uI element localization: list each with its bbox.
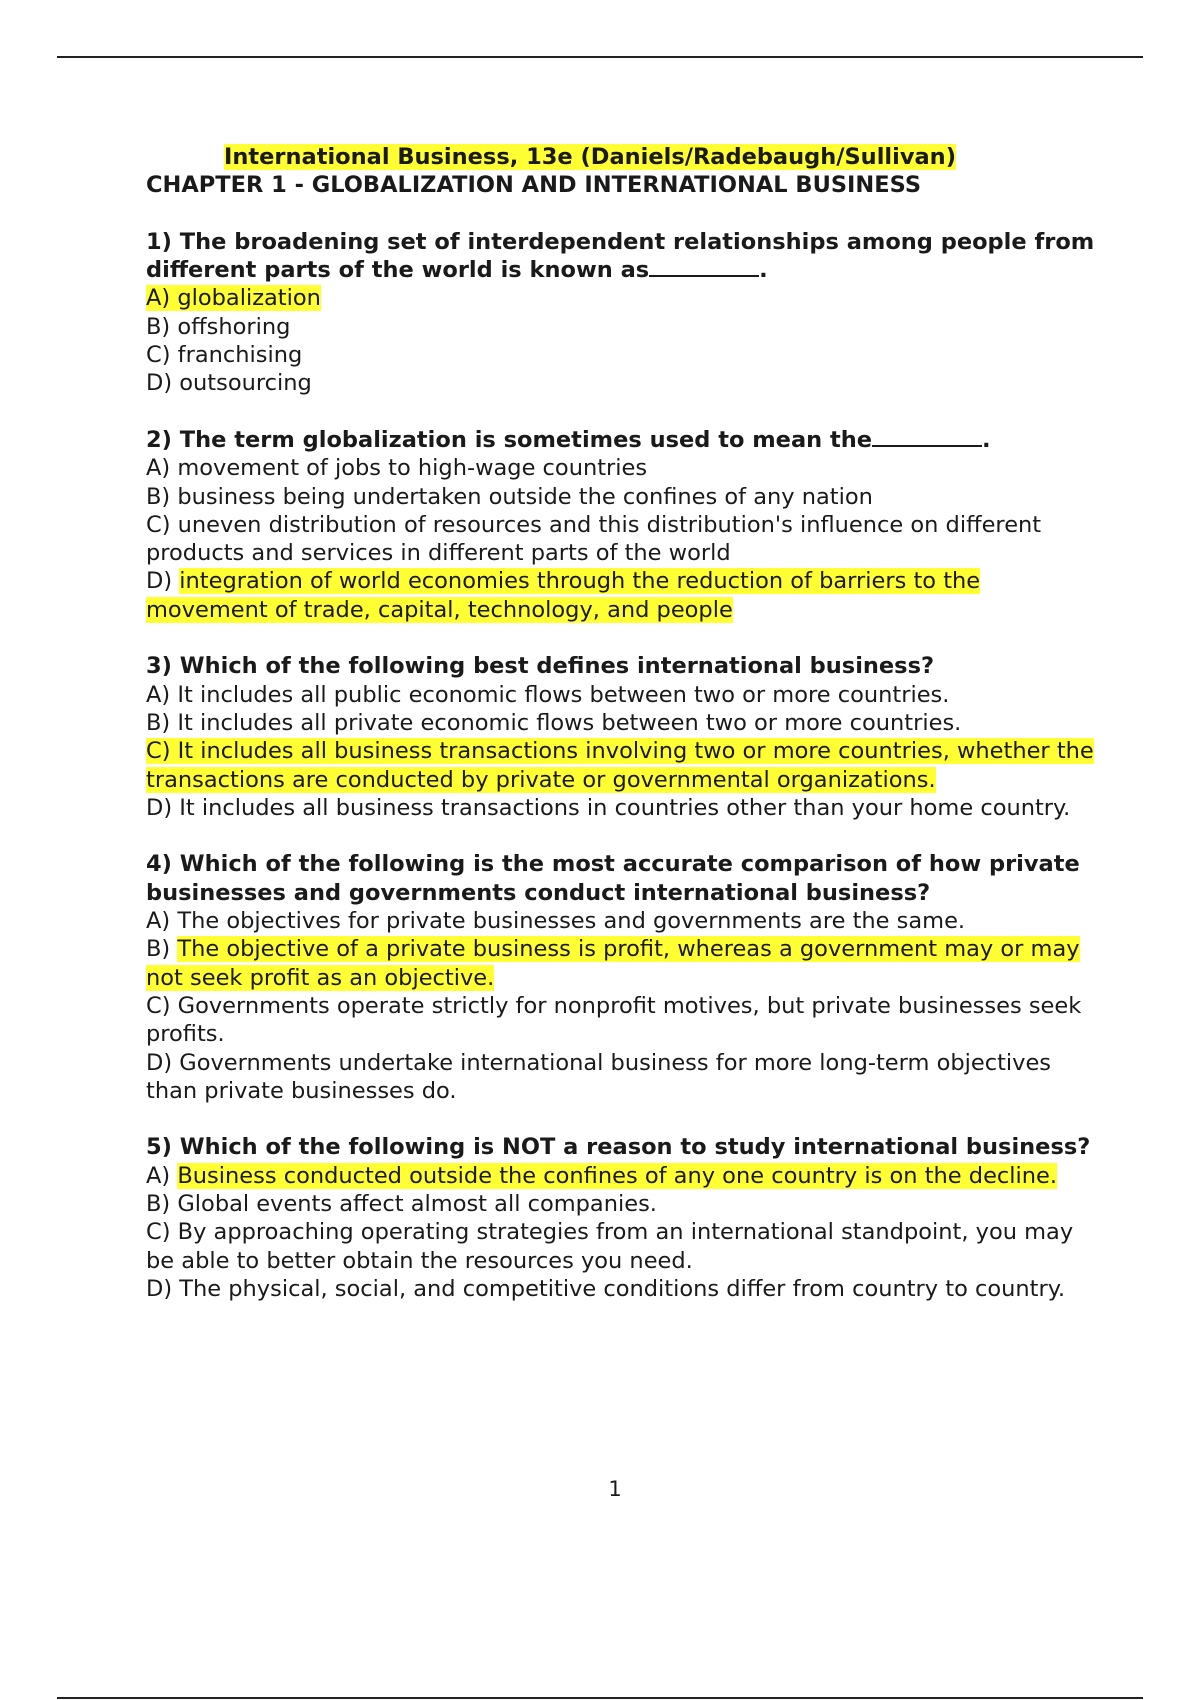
question-4 (146, 850, 1096, 1105)
answer-4a (146, 907, 1096, 935)
question-stem: Which of the following is the most accurate comparison of how private businesses and governments conduct international business? (146, 851, 1080, 906)
answer-blank (872, 427, 982, 447)
answer-label: D) (146, 794, 173, 821)
answer-3c (146, 737, 1096, 794)
chapter-heading: CHAPTER 1 - GLOBALIZATION AND INTERNATIONAL BUSINESS (146, 172, 922, 199)
question-number: 2) (146, 426, 172, 453)
answer-label: A) (146, 681, 171, 708)
answer-4b (146, 935, 1096, 992)
question-3-text (146, 652, 1096, 680)
document-title (146, 143, 1096, 171)
correct-answer-text: integration of world economies through the reduction of barriers to the movement of trade, capital, technology, and people (146, 568, 981, 623)
answer-label: C) (146, 1219, 171, 1246)
answer-1d (146, 369, 1096, 397)
answer-text: Governments undertake international business for more long-term objectives than private businesses do. (146, 1049, 1052, 1104)
answer-text: It includes all private economic flows between two or more countries. (177, 709, 962, 736)
question-stem-end: . (982, 426, 991, 453)
top-rule (57, 56, 1143, 58)
answer-text: Global events affect almost all companies. (177, 1190, 657, 1217)
answer-blank (649, 257, 759, 277)
answer-text: franchising (177, 342, 303, 369)
answer-label: C) (146, 992, 171, 1019)
answer-2c (146, 511, 1096, 568)
answer-text: The physical, social, and competitive conditions differ from country to country. (179, 1275, 1066, 1302)
answer-5b (146, 1190, 1096, 1218)
answer-label: D) (146, 1275, 173, 1302)
answer-5c (146, 1218, 1096, 1275)
answer-text: uneven distribution of resources and this distribution's influence on different products and services in different parts of the world (146, 511, 1042, 567)
question-stem-end: . (759, 257, 768, 284)
answer-label: B) (146, 1190, 171, 1217)
answer-text: It includes all business transactions in countries other than your home country. (179, 794, 1071, 821)
question-stem: Which of the following best defines international business? (179, 653, 935, 680)
question-number: 1) (146, 228, 172, 255)
document-body (146, 143, 1096, 1303)
question-1-text (146, 228, 1096, 285)
answer-text: offshoring (177, 313, 291, 340)
question-5-text (146, 1133, 1096, 1161)
question-3 (146, 652, 1096, 822)
answer-2a (146, 454, 1096, 482)
answer-label: C) (146, 738, 171, 765)
answer-5d (146, 1275, 1096, 1303)
question-1 (146, 228, 1096, 398)
question-number: 5) (146, 1134, 172, 1161)
answer-text: The objectives for private businesses and governments are the same. (177, 908, 966, 935)
answer-label: A) (146, 908, 171, 935)
answer-text: outsourcing (179, 370, 312, 397)
answer-2b (146, 483, 1096, 511)
correct-answer-highlight (146, 285, 321, 311)
answer-text: movement of jobs to high-wage countries (177, 455, 648, 482)
bottom-rule (57, 1697, 1143, 1699)
answer-label: D) (146, 370, 173, 397)
answer-text: By approaching operating strategies from an international standpoint, you may be able to better obtain the resources you need. (146, 1219, 1074, 1274)
question-2-text (146, 426, 1096, 454)
answer-label: B) (146, 709, 171, 736)
answer-text: globalization (177, 285, 321, 312)
answer-text: Governments operate strictly for nonprofit motives, but private businesses seek profits. (146, 992, 1082, 1048)
question-stem: Which of the following is NOT a reason to study international business? (179, 1134, 1091, 1161)
answer-1b (146, 313, 1096, 341)
answer-text: business being undertaken outside the confines of any nation (177, 483, 873, 510)
question-4-text (146, 850, 1096, 907)
answer-label: A) (146, 1162, 171, 1189)
answer-1a (146, 284, 1096, 312)
title-highlight: International Business, 13e (Daniels/Radebaugh/Sullivan) (224, 144, 956, 170)
answer-label: A) (146, 455, 171, 482)
answer-4c (146, 992, 1096, 1049)
answer-label: C) (146, 511, 171, 538)
answer-3d (146, 794, 1096, 822)
question-5 (146, 1133, 1096, 1303)
answer-3b (146, 709, 1096, 737)
answer-5a (146, 1162, 1096, 1190)
answer-label: B) (146, 313, 171, 340)
question-stem: The term globalization is sometimes used to mean the (179, 426, 873, 453)
question-stem: The broadening set of interdependent relationships among people from different parts of the world is known as (146, 228, 1095, 284)
answer-label: D) (146, 568, 173, 595)
question-number: 4) (146, 851, 172, 878)
correct-answer-text: Business conducted outside the confines of any one country is on the decline. (177, 1162, 1058, 1189)
answer-text: It includes all business transactions involving two or more countries, whether the transactions are conducted by private or governmental organizations. (146, 738, 1094, 793)
answer-label: B) (146, 483, 171, 510)
answer-3a (146, 681, 1096, 709)
correct-answer-text: The objective of a private business is profit, whereas a government may or may not seek profit as an objective. (146, 936, 1080, 991)
answer-text: It includes all public economic flows between two or more countries. (177, 681, 950, 708)
answer-label: C) (146, 342, 171, 369)
answer-label: B) (146, 936, 171, 963)
question-number: 3) (146, 653, 172, 680)
answer-label: D) (146, 1049, 173, 1076)
answer-1c (146, 341, 1096, 369)
answer-4d (146, 1049, 1096, 1106)
answer-2d (146, 567, 1096, 624)
page-number: 1 (608, 1477, 622, 1501)
question-2 (146, 426, 1096, 624)
answer-label: A) (146, 285, 171, 312)
correct-answer-highlight (146, 738, 1094, 792)
